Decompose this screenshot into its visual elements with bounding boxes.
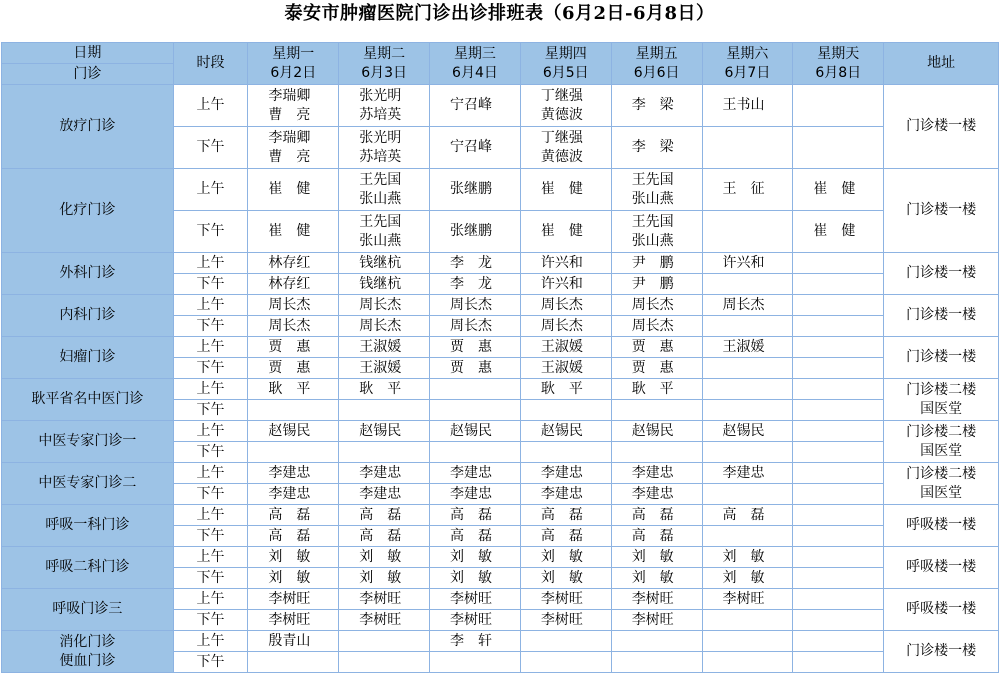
cell-line: 门诊楼二楼 [906, 465, 977, 482]
clinic-name: 呼吸一科门诊 [2, 505, 174, 547]
doctor-cell: 周长杰 [611, 295, 702, 316]
table-row [2, 589, 999, 610]
doctor-cell [611, 652, 702, 673]
doctor-cell [793, 442, 884, 463]
doctor-cell: 李建忠 [248, 463, 339, 484]
weekday-label: 星期四 [544, 45, 587, 62]
doctor-cell: 高 磊 [430, 505, 521, 526]
day-header [248, 43, 339, 85]
doctor-cell: 刘 敏 [339, 568, 430, 589]
address-cell: 门诊楼一楼 [884, 253, 999, 295]
doctor-cell [520, 127, 611, 169]
header-row [2, 43, 999, 64]
table-row [2, 379, 999, 400]
doctor-cell [248, 85, 339, 127]
day-header [611, 43, 702, 85]
doctor-cell: 李建忠 [339, 463, 430, 484]
day-header [520, 43, 611, 85]
cell-line: 曹 亮 [268, 106, 311, 123]
doctor-cell [339, 169, 430, 211]
doctor-cell: 崔 健 [248, 169, 339, 211]
cell-line: 张山燕 [631, 232, 674, 249]
weekday-label: 星期三 [453, 45, 496, 62]
doctor-cell: 李建忠 [339, 484, 430, 505]
doctor-cell [702, 400, 793, 421]
cell-line: 消化门诊 [59, 633, 116, 650]
doctor-cell: 高 磊 [520, 505, 611, 526]
doctor-cell [793, 400, 884, 421]
doctor-cell: 刘 敏 [430, 568, 521, 589]
cell-line: 王先国 [359, 171, 402, 188]
doctor-cell [520, 85, 611, 127]
doctor-cell: 李树旺 [339, 610, 430, 631]
doctor-cell: 贾 惠 [248, 337, 339, 358]
address-cell: 门诊楼一楼 [884, 337, 999, 379]
doctor-cell: 尹 鹏 [611, 253, 702, 274]
doctor-cell [248, 442, 339, 463]
address-cell: 门诊楼一楼 [884, 169, 999, 253]
doctor-cell: 刘 敏 [611, 547, 702, 568]
address-cell: 呼吸楼一楼 [884, 505, 999, 547]
doctor-cell: 贾 惠 [248, 358, 339, 379]
doctor-cell: 刘 敏 [702, 568, 793, 589]
cell-line: 张光明 [359, 129, 402, 146]
period-cell: 上午 [173, 547, 248, 568]
doctor-cell: 王淑媛 [520, 337, 611, 358]
doctor-cell [339, 211, 430, 253]
period-cell: 下午 [173, 127, 248, 169]
period-cell: 下午 [173, 568, 248, 589]
cell-line: 李瑞卿 [268, 129, 311, 146]
doctor-cell: 李建忠 [611, 484, 702, 505]
period-cell: 上午 [173, 169, 248, 211]
cell-line: 门诊楼二楼 [906, 423, 977, 440]
cell-line: 国医堂 [920, 442, 963, 459]
table-row [2, 337, 999, 358]
doctor-cell [339, 652, 430, 673]
doctor-cell: 崔 健 [520, 169, 611, 211]
address-cell [884, 463, 999, 505]
doctor-cell [793, 526, 884, 547]
doctor-cell: 李树旺 [611, 610, 702, 631]
cell-line: 曹 亮 [268, 148, 311, 165]
doctor-cell [339, 127, 430, 169]
doctor-cell: 耿 平 [248, 379, 339, 400]
doctor-cell [430, 442, 521, 463]
weekday-label: 星期天 [817, 45, 860, 62]
doctor-cell [793, 421, 884, 442]
doctor-cell: 李树旺 [248, 589, 339, 610]
doctor-cell: 李树旺 [611, 589, 702, 610]
table-row [2, 505, 999, 526]
address-cell: 呼吸楼一楼 [884, 547, 999, 589]
doctor-cell: 李树旺 [702, 589, 793, 610]
doctor-cell [520, 400, 611, 421]
period-cell: 上午 [173, 379, 248, 400]
doctor-cell: 王淑媛 [339, 337, 430, 358]
cell-line: 王先国 [631, 213, 674, 230]
day-header [793, 43, 884, 85]
doctor-cell: 许兴和 [520, 274, 611, 295]
cell-line: 张山燕 [359, 232, 402, 249]
doctor-cell [793, 463, 884, 484]
day-header [339, 43, 430, 85]
cell-line: 门诊楼二楼 [906, 381, 977, 398]
clinic-name: 外科门诊 [2, 253, 174, 295]
doctor-cell [793, 85, 884, 127]
doctor-cell: 林存红 [248, 274, 339, 295]
period-cell: 下午 [173, 211, 248, 253]
doctor-cell [702, 358, 793, 379]
doctor-cell: 周长杰 [702, 295, 793, 316]
doctor-cell: 王淑媛 [520, 358, 611, 379]
cell-line: 张山燕 [631, 190, 674, 207]
period-cell: 上午 [173, 463, 248, 484]
date-value: 6月6日 [633, 64, 680, 81]
doctor-cell: 刘 敏 [611, 568, 702, 589]
doctor-cell: 耿 平 [339, 379, 430, 400]
period-cell: 下午 [173, 610, 248, 631]
doctor-cell: 许兴和 [702, 253, 793, 274]
table-row [2, 631, 999, 652]
address-cell: 门诊楼一楼 [884, 85, 999, 169]
cell-line: 王先国 [359, 213, 402, 230]
doctor-cell: 刘 敏 [339, 547, 430, 568]
doctor-cell: 许兴和 [520, 253, 611, 274]
doctor-cell [430, 379, 521, 400]
page-title: 泰安市肿瘤医院门诊出诊排班表（6月2日-6月8日） [284, 3, 715, 24]
doctor-cell: 刘 敏 [702, 547, 793, 568]
period-cell: 下午 [173, 274, 248, 295]
date-value: 6月2日 [270, 64, 317, 81]
cell-line: 国医堂 [920, 484, 963, 501]
clinic-name: 呼吸二科门诊 [2, 547, 174, 589]
doctor-cell [339, 442, 430, 463]
doctor-cell: 高 磊 [611, 526, 702, 547]
clinic-name: 内科门诊 [2, 295, 174, 337]
doctor-cell [793, 295, 884, 316]
table-row [2, 253, 999, 274]
day-header [702, 43, 793, 85]
doctor-cell [793, 568, 884, 589]
doctor-cell [793, 631, 884, 652]
doctor-cell: 高 磊 [248, 505, 339, 526]
table-row [2, 295, 999, 316]
doctor-cell [702, 484, 793, 505]
period-cell: 上午 [173, 631, 248, 652]
doctor-cell: 赵锡民 [339, 421, 430, 442]
doctor-cell [702, 442, 793, 463]
doctor-cell: 张继鹏 [430, 211, 521, 253]
doctor-cell [248, 652, 339, 673]
address-cell [884, 379, 999, 421]
doctor-cell [611, 442, 702, 463]
period-cell: 上午 [173, 337, 248, 358]
doctor-cell [520, 631, 611, 652]
doctor-cell: 李树旺 [248, 610, 339, 631]
cell-line: 李瑞卿 [268, 87, 311, 104]
clinic-name: 妇瘤门诊 [2, 337, 174, 379]
address-cell: 门诊楼一楼 [884, 631, 999, 673]
doctor-cell [248, 127, 339, 169]
table-row [2, 463, 999, 484]
doctor-cell [793, 484, 884, 505]
doctor-cell [702, 211, 793, 253]
period-cell: 下午 [173, 484, 248, 505]
clinic-name: 呼吸门诊三 [2, 589, 174, 631]
doctor-cell [793, 127, 884, 169]
table-row [2, 547, 999, 568]
period-header: 时段 [173, 43, 248, 85]
doctor-cell [793, 253, 884, 274]
doctor-cell: 周长杰 [339, 316, 430, 337]
doctor-cell [248, 400, 339, 421]
doctor-cell: 周长杰 [430, 316, 521, 337]
doctor-cell: 高 磊 [248, 526, 339, 547]
period-cell: 上午 [173, 253, 248, 274]
doctor-cell: 李建忠 [702, 463, 793, 484]
doctor-cell: 贾 惠 [430, 337, 521, 358]
table-row [2, 85, 999, 127]
doctor-cell: 高 磊 [520, 526, 611, 547]
weekday-label: 星期五 [635, 45, 678, 62]
doctor-cell: 崔 健 [248, 211, 339, 253]
period-cell: 上午 [173, 295, 248, 316]
date-value: 6月4日 [452, 64, 498, 81]
period-cell: 下午 [173, 358, 248, 379]
doctor-cell: 高 磊 [430, 526, 521, 547]
period-cell: 下午 [173, 442, 248, 463]
doctor-cell [702, 652, 793, 673]
doctor-cell: 赵锡民 [520, 421, 611, 442]
doctor-cell: 刘 敏 [248, 547, 339, 568]
doctor-cell [793, 274, 884, 295]
date-label: 日期 [2, 43, 174, 64]
doctor-cell: 李 轩 [430, 631, 521, 652]
doctor-cell: 周长杰 [248, 295, 339, 316]
doctor-cell: 崔 健 [793, 211, 884, 253]
doctor-cell: 刘 敏 [520, 568, 611, 589]
doctor-cell: 李建忠 [520, 484, 611, 505]
cell-line: 张山燕 [359, 190, 402, 207]
doctor-cell: 高 磊 [339, 505, 430, 526]
address-cell: 呼吸楼一楼 [884, 589, 999, 631]
date-value: 6月3日 [361, 64, 408, 81]
doctor-cell: 崔 健 [793, 169, 884, 211]
doctor-cell: 宁召峰 [430, 85, 521, 127]
period-cell: 上午 [173, 85, 248, 127]
period-cell: 下午 [173, 316, 248, 337]
doctor-cell [611, 631, 702, 652]
doctor-cell [793, 652, 884, 673]
clinic-name: 化疗门诊 [2, 169, 174, 253]
doctor-cell: 李 龙 [430, 274, 521, 295]
date-value: 6月5日 [542, 64, 589, 81]
cell-line: 国医堂 [920, 400, 963, 417]
clinic-name [2, 631, 174, 673]
doctor-cell: 尹 鹏 [611, 274, 702, 295]
schedule-table [1, 42, 999, 673]
cell-line: 丁继强 [540, 129, 583, 146]
doctor-cell [611, 400, 702, 421]
period-cell: 下午 [173, 400, 248, 421]
doctor-cell [793, 610, 884, 631]
doctor-cell: 李树旺 [430, 610, 521, 631]
doctor-cell [793, 379, 884, 400]
doctor-cell: 宁召峰 [430, 127, 521, 169]
doctor-cell: 赵锡民 [702, 421, 793, 442]
doctor-cell: 李建忠 [430, 484, 521, 505]
clinic-name: 中医专家门诊二 [2, 463, 174, 505]
doctor-cell: 李建忠 [248, 484, 339, 505]
doctor-cell: 赵锡民 [430, 421, 521, 442]
cell-line: 苏培英 [359, 106, 402, 123]
period-cell: 上午 [173, 421, 248, 442]
cell-line: 丁继强 [540, 87, 583, 104]
doctor-cell: 赵锡民 [611, 421, 702, 442]
doctor-cell [793, 316, 884, 337]
doctor-cell [702, 631, 793, 652]
doctor-cell [702, 316, 793, 337]
doctor-cell: 李 梁 [611, 127, 702, 169]
doctor-cell: 贾 惠 [611, 358, 702, 379]
doctor-cell: 耿 平 [611, 379, 702, 400]
doctor-cell [793, 337, 884, 358]
doctor-cell: 张继鹏 [430, 169, 521, 211]
doctor-cell: 周长杰 [520, 316, 611, 337]
doctor-cell: 李 龙 [430, 253, 521, 274]
table-row [2, 169, 999, 211]
address-cell [884, 421, 999, 463]
doctor-cell: 周长杰 [430, 295, 521, 316]
doctor-cell: 刘 敏 [248, 568, 339, 589]
period-cell: 上午 [173, 505, 248, 526]
doctor-cell: 钱继杭 [339, 253, 430, 274]
doctor-cell [520, 442, 611, 463]
doctor-cell [520, 652, 611, 673]
period-cell: 下午 [173, 652, 248, 673]
doctor-cell: 耿 平 [520, 379, 611, 400]
doctor-cell [702, 274, 793, 295]
clinic-name: 耿平省名中医门诊 [2, 379, 174, 421]
doctor-cell [702, 610, 793, 631]
doctor-cell [611, 169, 702, 211]
doctor-cell [793, 358, 884, 379]
doctor-cell: 周长杰 [611, 316, 702, 337]
doctor-cell [339, 631, 430, 652]
doctor-cell: 李树旺 [339, 589, 430, 610]
period-cell: 下午 [173, 526, 248, 547]
doctor-cell: 李建忠 [520, 463, 611, 484]
clinic-label: 门诊 [2, 64, 174, 85]
doctor-cell: 钱继杭 [339, 274, 430, 295]
day-header [430, 43, 521, 85]
cell-line: 王先国 [631, 171, 674, 188]
doctor-cell [793, 589, 884, 610]
doctor-cell: 李树旺 [430, 589, 521, 610]
doctor-cell: 王淑媛 [702, 337, 793, 358]
doctor-cell [430, 400, 521, 421]
doctor-cell: 高 磊 [702, 505, 793, 526]
clinic-name: 放疗门诊 [2, 85, 174, 169]
doctor-cell: 王 征 [702, 169, 793, 211]
doctor-cell: 林存红 [248, 253, 339, 274]
doctor-cell [702, 379, 793, 400]
cell-line: 黄德波 [540, 148, 583, 165]
doctor-cell: 王书山 [702, 85, 793, 127]
cell-line: 苏培英 [359, 148, 402, 165]
doctor-cell: 殷青山 [248, 631, 339, 652]
doctor-cell: 李 梁 [611, 85, 702, 127]
doctor-cell: 李树旺 [520, 589, 611, 610]
cell-line: 张光明 [359, 87, 402, 104]
doctor-cell: 周长杰 [248, 316, 339, 337]
doctor-cell [793, 505, 884, 526]
period-cell: 上午 [173, 589, 248, 610]
doctor-cell [702, 127, 793, 169]
weekday-label: 星期六 [726, 45, 769, 62]
date-value: 6月7日 [724, 64, 771, 81]
doctor-cell: 崔 健 [520, 211, 611, 253]
address-header: 地址 [884, 43, 999, 85]
clinic-name: 中医专家门诊一 [2, 421, 174, 463]
cell-line: 黄德波 [540, 106, 583, 123]
doctor-cell: 刘 敏 [520, 547, 611, 568]
doctor-cell: 赵锡民 [248, 421, 339, 442]
doctor-cell: 李建忠 [611, 463, 702, 484]
doctor-cell: 高 磊 [339, 526, 430, 547]
date-value: 6月8日 [815, 64, 862, 81]
address-cell: 门诊楼一楼 [884, 295, 999, 337]
doctor-cell [793, 547, 884, 568]
doctor-cell [430, 652, 521, 673]
doctor-cell: 王淑媛 [339, 358, 430, 379]
doctor-cell: 高 磊 [611, 505, 702, 526]
doctor-cell: 贾 惠 [430, 358, 521, 379]
weekday-label: 星期一 [272, 45, 315, 62]
doctor-cell [339, 400, 430, 421]
doctor-cell: 周长杰 [520, 295, 611, 316]
table-row [2, 421, 999, 442]
weekday-label: 星期二 [363, 45, 406, 62]
cell-line: 便血门诊 [59, 652, 116, 669]
doctor-cell [702, 526, 793, 547]
doctor-cell: 周长杰 [339, 295, 430, 316]
doctor-cell [611, 211, 702, 253]
doctor-cell: 刘 敏 [430, 547, 521, 568]
doctor-cell: 李树旺 [520, 610, 611, 631]
doctor-cell: 贾 惠 [611, 337, 702, 358]
doctor-cell: 李建忠 [430, 463, 521, 484]
doctor-cell [339, 85, 430, 127]
